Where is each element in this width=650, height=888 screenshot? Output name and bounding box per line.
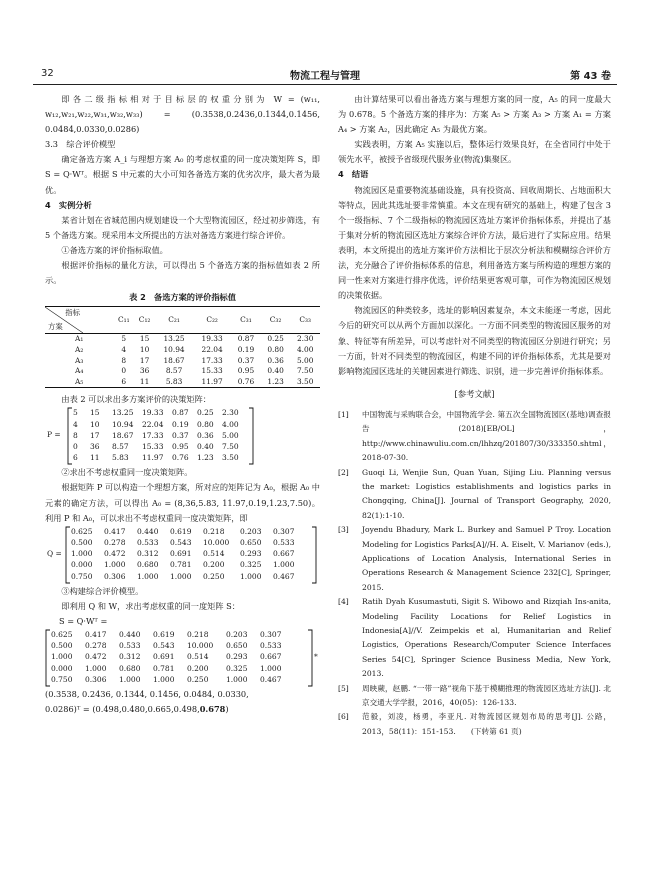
- table-row: [45, 356, 320, 367]
- matrix-cell: 0.25: [197, 408, 214, 418]
- reference-number: [6]: [338, 712, 349, 722]
- table-cell: 18.67: [163, 355, 185, 365]
- table-cell: 0.25: [267, 334, 284, 344]
- matrix-cell: 0.293: [240, 549, 262, 559]
- table-cell: 11: [139, 376, 150, 386]
- matrix-cell: 0.680: [119, 663, 141, 673]
- matrix-cell: 0.440: [119, 630, 141, 640]
- left-column: [45, 92, 320, 717]
- matrix-cell: 0.307: [260, 630, 282, 640]
- equation-line: S = Q·Wᵀ =: [59, 615, 108, 626]
- matrix-cell: 22.04: [142, 419, 164, 429]
- matrix-cell: 0.543: [170, 537, 192, 547]
- table-cell: 6: [121, 376, 127, 386]
- matrix-cell: 1.000: [170, 571, 192, 581]
- column-header: C₁₁: [117, 315, 130, 325]
- matrix-label: P =: [47, 430, 61, 440]
- matrix-cell: 0.95: [172, 441, 189, 451]
- reference-text: Joyendu Bhadury, Mark L. Burkey and Samuel P Troy. Location Modeling for Logistics Parks[A]//H. A. Eiselt, V. Marianov (eds.), Applications of Location Analysis, International Series in Operations Research & Management Science 232[C], Springer, 2015.: [362, 525, 611, 592]
- matrix-cell: 0.667: [260, 652, 282, 662]
- reference-number: [5]: [338, 683, 349, 693]
- paragraph: ①备选方案的评价指标取值。: [61, 244, 168, 255]
- matrix-cell: 10.000: [187, 641, 214, 651]
- reference-item: [338, 466, 611, 524]
- table-row: [45, 334, 320, 345]
- matrix-cell: 36: [90, 441, 100, 451]
- matrix-cell: 0.781: [153, 663, 175, 673]
- table-cell: 0: [121, 366, 127, 376]
- matrix-cell: 0.312: [119, 652, 141, 662]
- matrix-cell: 0.278: [85, 641, 107, 651]
- table-cell: 0.36: [267, 355, 284, 365]
- matrix-cell: 0.250: [187, 674, 209, 684]
- matrix-cell: 0.619: [153, 630, 175, 640]
- equation-line: (0.3538, 0.2436, 0.1344, 0.1456, 0.0484, 0.0330,: [45, 689, 249, 700]
- matrix-cell: 0.307: [273, 526, 295, 536]
- matrix-cell: 0.203: [226, 630, 248, 640]
- references-heading: [参考文献]: [454, 388, 495, 399]
- matrix-cell: 0.667: [273, 549, 295, 559]
- matrix-cell: 0.500: [51, 641, 73, 651]
- table-cell: 13.25: [163, 334, 185, 344]
- reference-item: [338, 523, 611, 595]
- matrix-cell: 5: [73, 408, 78, 418]
- paragraph: ②求出不考虑权重同一度决策矩阵。: [61, 467, 193, 478]
- reference-text: Guoqi Li, Wenjie Sun, Quan Yuan, Sijing Liu. Planning versus the market: Logistics establishments and logistics parks in Chongqing, China[J]. Journal of Transport Geography, 2020, 82(1):1-10.: [362, 467, 611, 520]
- matrix-cell: 1.000: [240, 571, 262, 581]
- matrix-cell: 0.625: [71, 526, 93, 536]
- matrix-cell: 0.278: [104, 537, 126, 547]
- matrix-cell: 0.000: [51, 663, 73, 673]
- table-cell: 19.33: [201, 334, 223, 344]
- matrix-cell: 0: [73, 441, 78, 451]
- page-header: [33, 66, 617, 82]
- matrix-cell: 0.417: [85, 630, 107, 640]
- matrix-cell: 2.30: [222, 408, 239, 418]
- max-value: 0.678: [199, 704, 226, 715]
- table-cell: 8: [121, 355, 127, 365]
- matrix-body: [51, 629, 286, 685]
- matrix-cell: 0.543: [153, 641, 175, 651]
- multiply-symbol: *: [314, 652, 318, 662]
- reference-text: 范毅，刘凌，杨勇，李亚凡. 对物流园区规划布局的思考[J]. 公路，2013，58(11)：151-153. (下转第 61 页): [362, 712, 611, 736]
- matrix-cell: 4: [73, 419, 78, 429]
- table-cell: 7.50: [296, 366, 314, 376]
- matrix-cell: 0.691: [170, 549, 192, 559]
- matrix-cell: 0.325: [226, 663, 248, 673]
- matrix-cell: 0.293: [226, 652, 248, 662]
- matrix-cell: 0.467: [273, 571, 295, 581]
- journal-title: 物流工程与管理: [290, 71, 360, 82]
- paragraph: 由计算结果可以看出备选方案与理想方案的同一度，A₅ 的同一度最大为 0.678。5 个备选方案的排序为：方案 A₅ > 方案 A₃ > 方案 A₁ = 方案 A₄ > 方案 A₂，因此确定 A₅ 为最优方案。: [338, 94, 611, 135]
- matrix-cell: 0.36: [197, 430, 214, 440]
- matrix-cell: 1.23: [197, 453, 214, 463]
- table-cell: A₅: [75, 376, 84, 386]
- matrix-cell: 0.218: [187, 630, 209, 640]
- paragraph: 由表 2 可以求出多方案评价的决策矩阵：: [61, 394, 211, 405]
- matrix-cell: 1.000: [153, 674, 175, 684]
- column-header: C₃₂: [269, 315, 282, 325]
- right-bracket: [307, 629, 313, 687]
- matrix-cell: 17.33: [142, 430, 164, 440]
- matrix-cell: 1.000: [226, 674, 248, 684]
- matrix-cell: 10.000: [203, 537, 230, 547]
- paragraph: 实践表明，方案 A₅ 实施以后，整体运行效果良好，在全省同行中处于领先水平，被授予省级现代服务业(物流)集聚区。: [338, 139, 611, 165]
- matrix-cell: 18.67: [112, 430, 134, 440]
- matrix-cell: 1.000: [273, 560, 295, 570]
- matrix-cell: 0.514: [187, 652, 209, 662]
- table-cell: 15: [139, 334, 150, 344]
- table-cell: A₂: [75, 344, 84, 354]
- page-number: 32: [41, 68, 54, 79]
- table-cell: 17.33: [201, 355, 223, 365]
- table-row: [45, 366, 320, 377]
- table-cell: 4: [121, 344, 127, 354]
- matrix-cell: 0.680: [137, 560, 159, 570]
- table-cell: 5.00: [296, 355, 314, 365]
- table-cell: 11.97: [201, 376, 223, 386]
- matrix-cell: 0.650: [240, 537, 262, 547]
- table-cell: 0.37: [237, 355, 255, 365]
- matrix-cell: 8: [73, 430, 78, 440]
- matrix-cell: 0.203: [240, 526, 262, 536]
- table-cell: 0.19: [237, 344, 255, 354]
- table-cell: 15.33: [201, 366, 223, 376]
- matrix-cell: 1.000: [119, 674, 141, 684]
- paragraph: ③构建综合评价模型。: [61, 585, 144, 596]
- column-header: C₂₁: [168, 315, 180, 325]
- right-bracket: [311, 526, 317, 584]
- matrix-cell: 0.200: [187, 663, 209, 673]
- matrix-cell: 17: [90, 430, 100, 440]
- matrix-cell: 1.000: [85, 663, 107, 673]
- matrix-cell: 15.33: [142, 441, 164, 451]
- table-cell: 0.95: [237, 366, 255, 376]
- paragraph: 确定备选方案 A_i 与理想方案 A₀ 的考虑权重的同一度决策矩阵 S，即 S = Q·Wᵀ。根据 S 中元素的大小可知各备选方案的优劣次序，最大者为最优。: [45, 154, 320, 195]
- column-header: C₁₂: [138, 315, 151, 325]
- paragraph: 根据矩阵 P 可以构造一个理想方案，所对应的矩阵记为 A₀，根据 A₀ 中元素的确定方法，可以得出 A₀ = (8,36,5.83, 11.97,0.19,1.23,7.50)。利用 P 和 A₀，可以求出不考虑权重同一度决策矩阵，即: [45, 482, 320, 523]
- table-cell: 10: [139, 344, 150, 354]
- matrix-cell: 1.000: [51, 652, 73, 662]
- matrix-cell: 0.472: [104, 549, 126, 559]
- paragraph: 某省计划在省城范围内规划建设一个大型物流园区，经过初步筛选，有 5 个备选方案。现采用本文所提出的方法对备选方案进行综合评价。: [45, 214, 320, 240]
- matrix-cell: 0.37: [172, 430, 189, 440]
- table-cell: 1.23: [267, 376, 284, 386]
- section-heading: 4 实例分析: [45, 199, 92, 210]
- reference-item: [338, 408, 611, 466]
- paragraph: 即利用 Q 和 W，求出考虑权重的同一度矩阵 S：: [61, 600, 240, 611]
- matrix-cell: 3.50: [222, 453, 239, 463]
- matrix-cell: 0.80: [197, 419, 214, 429]
- matrix-cell: 6: [73, 453, 78, 463]
- matrix-cell: 19.33: [142, 408, 164, 418]
- corner-label-bottom: 方案: [48, 321, 63, 331]
- table-cell: 3.50: [296, 376, 314, 386]
- reference-text: 中国物流与采购联合会，中国物流学会. 第五次全国物流园区(基地)调查报告(2018)[EB/OL]，http://www.chinawuliu.com.cn/lhhzq/201807/30/333350.shtml，2018-07-30.: [362, 409, 611, 463]
- reference-text: 周映蕨，赵鹏. “一带一路”视角下基于模糊推理的物流园区选址方法[J]. 北京交通大学学报，2016，40(05)：126-133.: [362, 683, 611, 707]
- matrix-cell: 0.19: [172, 419, 189, 429]
- table-cell: 0.87: [237, 334, 255, 344]
- matrix-cell: 5.83: [112, 453, 129, 463]
- matrix-cell: 0.40: [197, 441, 214, 451]
- matrix-cell: 1.000: [71, 549, 93, 559]
- matrix-body: [73, 407, 244, 463]
- table-cell: 5: [121, 334, 127, 344]
- matrix-cell: 0.691: [153, 652, 175, 662]
- matrix-cell: 0.533: [260, 641, 282, 651]
- matrix-cell: 0.533: [137, 537, 159, 547]
- paragraph: 根据评价指标的量化方法，可以得出 5 个备选方案的指标值如表 2 所示。: [45, 260, 320, 286]
- table-cell: 36: [139, 366, 150, 376]
- matrix-p: [45, 407, 320, 465]
- close-paren: ): [225, 704, 229, 715]
- matrix-cell: 0.533: [119, 641, 141, 651]
- matrix-cell: 0.306: [85, 674, 107, 684]
- matrix-cell: 0.514: [203, 549, 225, 559]
- matrix-cell: 0.306: [104, 571, 126, 581]
- column-header: C₃₃: [299, 315, 311, 325]
- table-cell: A₁: [75, 334, 84, 344]
- section-heading: 4 结语: [338, 169, 369, 180]
- matrix-cell: 11: [90, 453, 100, 463]
- matrix-cell: 0.000: [71, 560, 93, 570]
- table-cell: 0.76: [237, 376, 255, 386]
- reference-number: [1]: [338, 409, 349, 419]
- matrix-cell: 13.25: [112, 408, 134, 418]
- right-bracket: [248, 407, 254, 465]
- matrix-cell: 0.625: [51, 630, 73, 640]
- matrix-q: [45, 526, 320, 584]
- matrix-cell: 0.250: [203, 571, 225, 581]
- reference-item: [338, 682, 611, 711]
- reference-number: [3]: [338, 525, 349, 535]
- matrix-cell: 0.417: [104, 526, 126, 536]
- reference-text: Ratih Dyah Kusumastuti, Sigit S. Wibowo and Rizqiah Ins-anita, Modeling Facility Locations for Relief Logistics in Indonesia[A]//V. Zeimpekis et al, Humanitarian and Relief Logistics, Operations Research/Computer Science Interfaces Series 54[C], Springer Science Business Media, New York, 2013.: [362, 597, 611, 679]
- table-caption: 表 2 备选方案的评价指标值: [129, 292, 236, 303]
- matrix-cell: 10: [90, 419, 100, 429]
- table-cell: 22.04: [201, 344, 223, 354]
- reference-number: [4]: [338, 597, 349, 607]
- matrix-cell: 0.325: [240, 560, 262, 570]
- column-header: C₂₂: [206, 315, 218, 325]
- column-header: C₃₁: [240, 315, 252, 325]
- table-cell: 4.00: [296, 344, 314, 354]
- table-cell: 2.30: [296, 334, 314, 344]
- matrix-label: Q =: [47, 548, 62, 558]
- matrix-cell: 1.000: [104, 560, 126, 570]
- matrix-cell: 0.312: [137, 549, 159, 559]
- indicator-table: [45, 306, 320, 388]
- matrix-cell: 0.440: [137, 526, 159, 536]
- matrix-cell: 0.200: [203, 560, 225, 570]
- matrix-cell: 4.00: [222, 419, 239, 429]
- reference-number: [2]: [338, 467, 349, 477]
- matrix-cell: 0.218: [203, 526, 225, 536]
- right-column: [338, 92, 611, 739]
- table-cell: 0.80: [267, 344, 284, 354]
- matrix-cell: 0.533: [273, 537, 295, 547]
- matrix-cell: 0.87: [172, 408, 189, 418]
- matrix-cell: 0.750: [71, 571, 93, 581]
- table-row: [45, 345, 320, 356]
- matrix-cell: 1.000: [137, 571, 159, 581]
- table-cell: A₃: [75, 355, 84, 365]
- matrix-cell: 0.650: [226, 641, 248, 651]
- matrix-q-product: [45, 629, 320, 687]
- corner-label-top: 指标: [65, 308, 80, 318]
- paragraph: 物流园区是重要物流基础设施，具有投资高、回收周期长、占地面积大等特点，因此其选址要非常慎重。本文在现有研究的基础上，构建了包含 3 个一级指标、7 个二级指标的物流园区选址方案评价指标体系，并提出了基于集对分析的物流园区选址方案综合评价方法，最后进行了实际应用。结果表明，本文所提出的选址方案评价方法相比于层次分析法和模糊综合评价方法，充分融合了评价指标体系的信息，利用备选方案与所构造的理想方案的同一性来对方案进行排序优选，评价结果更客观可靠，可作为物流园区规划的决策依据。: [338, 184, 611, 301]
- reference-item: [338, 595, 611, 681]
- matrix-cell: 0.467: [260, 674, 282, 684]
- header-rule: [33, 84, 617, 85]
- table-corner-cell: [45, 307, 113, 334]
- matrix-cell: 0.619: [170, 526, 192, 536]
- reference-item: [338, 710, 611, 739]
- result-vector: 0.0286)ᵀ = (0.498,0.480,0.665,0.498,: [45, 704, 200, 715]
- matrix-cell: 0.750: [51, 674, 73, 684]
- table-cell: 10.94: [163, 344, 185, 354]
- matrix-cell: 11.97: [142, 453, 164, 463]
- matrix-cell: 7.50: [222, 441, 239, 451]
- matrix-cell: 1.000: [260, 663, 282, 673]
- paragraph: 即各二级指标相对于目标层的权重分别为 W = (w₁₁, w₁₂,w₂₁,w₂₂,w₃₁,w₃₂,w₃₃) = (0.3538,0.2436,0.1344,0.1456, 0.0484,0.0330,0.0286): [45, 94, 320, 135]
- equation-line: [45, 702, 320, 717]
- table-cell: 5.83: [165, 376, 183, 386]
- matrix-cell: 0.781: [170, 560, 192, 570]
- matrix-cell: 0.500: [71, 537, 93, 547]
- table-cell: 17: [139, 355, 150, 365]
- table-row: [45, 377, 320, 388]
- matrix-cell: 0.76: [172, 453, 189, 463]
- matrix-cell: 5.00: [222, 430, 239, 440]
- matrix-body: [71, 526, 299, 582]
- matrix-cell: 10.94: [112, 419, 134, 429]
- paragraph: 物流园区的种类较多，选址的影响因素复杂，本文未能逐一考虑，因此今后的研究可以从两个方面加以深化。一方面不同类型的物流园区服务的对象、特征等有所差异，可以考虑针对不同类型的物流园区分别进行研究；另一方面，针对不同类型的物流园区，构建不同的评价指标体系，尤其是要对影响物流园区选址的关键因素进行筛选、识别，进一步完善评价指标体系。: [338, 305, 611, 376]
- table-cell: 8.57: [165, 366, 183, 376]
- matrix-cell: 0.472: [85, 652, 107, 662]
- matrix-cell: 8.57: [112, 441, 129, 451]
- volume-label: 第 43 卷: [570, 71, 611, 82]
- matrix-cell: 15: [90, 408, 100, 418]
- table-cell: A₄: [75, 366, 84, 376]
- table-cell: 0.40: [267, 366, 284, 376]
- section-heading: 3.3 综合评价模型: [45, 139, 116, 150]
